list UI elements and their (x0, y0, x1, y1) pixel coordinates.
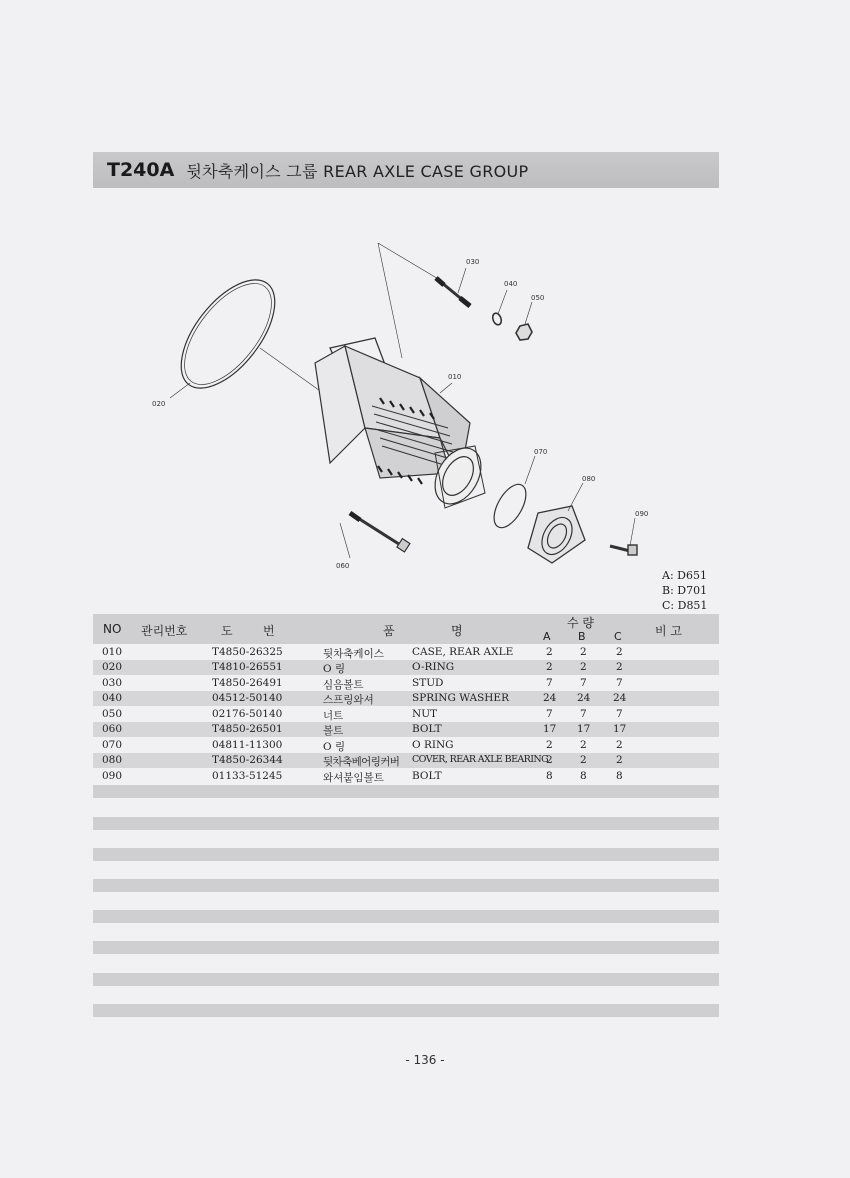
cell-qty-b: 17 (577, 723, 591, 735)
cell-name-en: BOLT (412, 770, 442, 782)
cell-qty-a: 2 (546, 646, 553, 658)
cell-name-kr: 너트 (323, 710, 344, 722)
empty-row-stripe (93, 817, 719, 830)
cell-no: 070 (102, 739, 123, 751)
bolt-060-drawing (350, 513, 410, 552)
cell-no: 060 (102, 723, 123, 735)
cell-qty-c: 2 (616, 754, 623, 766)
col-drawing-2: 번 (263, 624, 275, 638)
exploded-parts-diagram (140, 228, 700, 588)
empty-row-stripe (93, 785, 719, 798)
table-row (93, 753, 719, 768)
cell-qty-a: 7 (546, 708, 553, 720)
cell-part-no: 04512-50140 (212, 692, 283, 704)
cell-part-no: T4850-26344 (212, 754, 283, 766)
parts-table-header (93, 614, 719, 644)
cell-name-en: COVER, REAR AXLE BEARING (412, 754, 549, 765)
table-row (93, 738, 719, 753)
legend-item: C: D851 (662, 599, 708, 612)
cell-name-kr: 스프링와셔 (323, 694, 374, 706)
cell-qty-b: 7 (580, 708, 587, 720)
empty-row-stripe (93, 910, 719, 923)
col-drawing-1: 도 (221, 624, 233, 638)
col-name-2: 명 (451, 624, 463, 638)
cell-no: 030 (102, 677, 123, 689)
cell-name-kr: 와셔붙임볼트 (323, 772, 384, 784)
table-row (93, 691, 719, 706)
cell-no: 050 (102, 708, 123, 720)
callout-050: 050 (531, 294, 545, 302)
cell-qty-a: 17 (543, 723, 557, 735)
cell-qty-a: 2 (546, 739, 553, 751)
cell-name-kr: O 링 (323, 741, 346, 753)
page-number: - 136 - (405, 1053, 445, 1067)
stud-030-drawing (436, 278, 470, 306)
cell-no: 090 (102, 770, 123, 782)
cell-qty-c: 7 (616, 677, 623, 689)
cell-qty-b: 24 (577, 692, 591, 704)
cell-qty-c: 8 (616, 770, 623, 782)
cell-qty-c: 2 (616, 661, 623, 673)
cell-part-no: T4850-26501 (212, 723, 283, 735)
cell-name-en: CASE, REAR AXLE (412, 646, 514, 658)
cell-name-en: NUT (412, 708, 438, 720)
col-name-1: 품 (383, 624, 395, 638)
section-title: 뒷차축케이스 그룹 REAR AXLE CASE GROUP (186, 161, 529, 181)
spring-washer-040-drawing (491, 312, 503, 326)
cell-qty-a: 8 (546, 770, 553, 782)
table-row (93, 645, 719, 660)
cell-qty-b: 8 (580, 770, 587, 782)
cell-no: 020 (102, 661, 123, 673)
cell-qty-b: 2 (580, 754, 587, 766)
empty-row-stripe (93, 941, 719, 954)
callout-010: 010 (448, 373, 462, 381)
o-ring-020-drawing (163, 264, 292, 404)
col-qty-a: A (543, 630, 551, 643)
table-row (93, 676, 719, 691)
legend-item: B: D701 (662, 584, 708, 597)
col-no: NO (103, 622, 122, 636)
callout-020: 020 (152, 400, 166, 408)
empty-row-stripe (93, 973, 719, 986)
table-row (93, 769, 719, 784)
col-qty-c: C (614, 630, 622, 643)
cell-qty-a: 24 (543, 692, 557, 704)
cell-qty-c: 2 (616, 739, 623, 751)
callout-060: 060 (336, 562, 350, 570)
cell-part-no: 01133-51245 (212, 770, 283, 782)
cell-part-no: T4850-26491 (212, 677, 283, 689)
cell-qty-a: 2 (546, 754, 553, 766)
cell-no: 040 (102, 692, 123, 704)
rear-axle-case-drawing (315, 338, 490, 512)
legend-item: A: D651 (662, 569, 707, 582)
cell-name-kr: O 링 (323, 663, 346, 675)
empty-row-stripe (93, 848, 719, 861)
callout-040: 040 (504, 280, 518, 288)
cell-no: 010 (102, 646, 123, 658)
cell-qty-b: 2 (580, 646, 587, 658)
cell-qty-c: 2 (616, 646, 623, 658)
callout-080: 080 (582, 475, 596, 483)
cell-part-no: 04811-11300 (212, 739, 283, 751)
cell-qty-c: 17 (613, 723, 627, 735)
cell-name-en: BOLT (412, 723, 442, 735)
bearing-cover-080-drawing (528, 506, 585, 563)
cell-name-kr: 볼트 (323, 725, 344, 737)
callout-090: 090 (635, 510, 649, 518)
col-qty: 수 량 (567, 616, 594, 630)
cell-qty-b: 7 (580, 677, 587, 689)
section-code: T240A (107, 159, 175, 181)
cell-part-no: 02176-50140 (212, 708, 283, 720)
cell-part-no: T4810-26551 (212, 661, 283, 673)
nut-050-drawing (516, 324, 532, 340)
table-row (93, 660, 719, 675)
o-ring-070-drawing (488, 479, 533, 533)
table-row (93, 722, 719, 737)
callout-070: 070 (534, 448, 548, 456)
cell-part-no: T4850-26325 (212, 646, 283, 658)
cell-no: 080 (102, 754, 123, 766)
cell-name-kr: 뒷차축베어링커버 (323, 756, 400, 768)
model-legend (662, 568, 707, 613)
callout-030: 030 (466, 258, 480, 266)
cell-name-kr: 심음볼트 (323, 679, 364, 691)
table-row (93, 707, 719, 722)
cell-qty-b: 2 (580, 739, 587, 751)
cell-qty-a: 2 (546, 661, 553, 673)
cell-name-en: O RING (412, 739, 454, 751)
cell-qty-b: 2 (580, 661, 587, 673)
col-part-no: 관리번호 (141, 624, 188, 638)
cell-name-kr: 뒷차축케이스 (323, 648, 384, 660)
empty-row-stripe (93, 879, 719, 892)
cell-qty-c: 24 (613, 692, 627, 704)
section-title-bar (93, 152, 719, 188)
cell-qty-a: 7 (546, 677, 553, 689)
cell-name-en: STUD (412, 677, 444, 689)
empty-row-stripe (93, 1004, 719, 1017)
cell-name-en: SPRING WASHER (412, 692, 509, 704)
cell-qty-c: 7 (616, 708, 623, 720)
col-qty-b: B (578, 630, 586, 643)
cell-name-en: O-RING (412, 661, 455, 673)
bolt-090-drawing (610, 545, 637, 555)
col-remark: 비 고 (655, 624, 682, 638)
